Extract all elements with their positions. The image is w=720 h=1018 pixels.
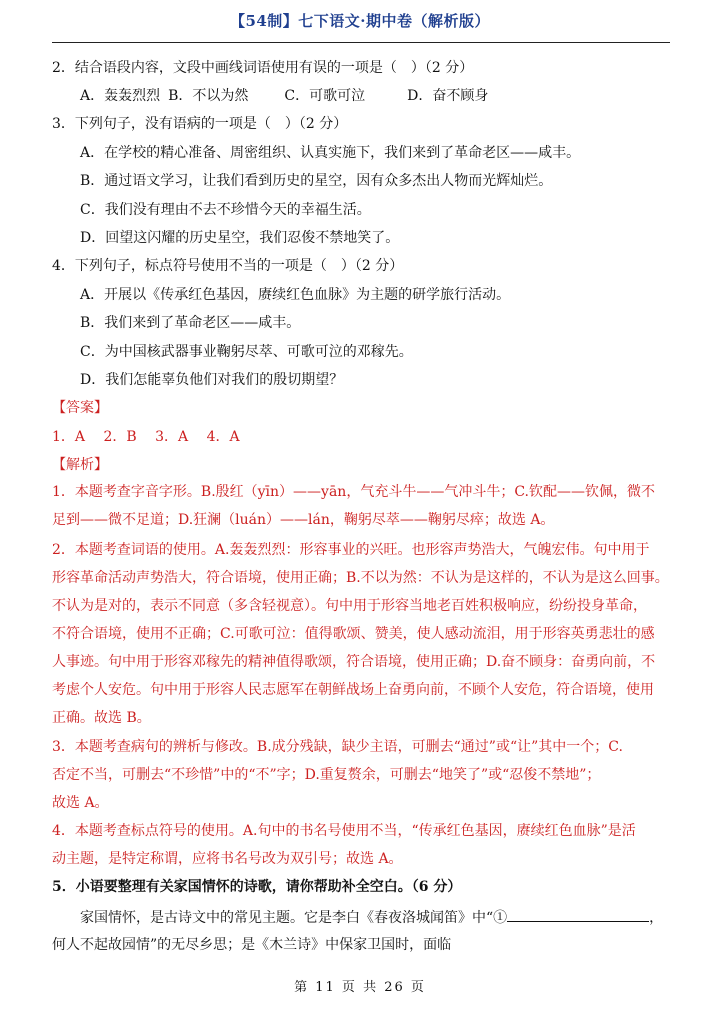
question-2-option-b: B．不以为然 — [168, 88, 249, 104]
question-2-stem: 2．结合语段内容，文段中画线词语使用有误的一项是（ ）（2 分） — [52, 60, 474, 76]
question-5-paragraph-line-2: 何人不起故园情”的无尽乡思；是《木兰诗》中保家卫国时，面临 — [52, 937, 452, 953]
analysis-line: 形容革命活动声势浩大，符合语境，使用正确；B.不以为然：不认为是这样的，不认为是这么回事。 — [52, 570, 669, 586]
analysis-line: 3．本题考查病句的辨析与修改。B.成分残缺，缺少主语，可删去“通过”或“让”其中一个；C. — [52, 739, 623, 755]
analysis-line: 故选 A。 — [52, 795, 109, 811]
analysis-line: 4．本题考查标点符号的使用。A.句中的书名号使用不当，“传承红色基因，赓续红色血脉”是活 — [52, 823, 636, 839]
question-2-option-d: D．奋不顾身 — [407, 88, 489, 104]
question-5-text-before-blank: 家国情怀，是古诗文中的常见主题。它是李白《春夜洛城闻笛》中“① — [80, 910, 508, 926]
analysis-line: 2．本题考查词语的使用。A.轰轰烈烈：形容事业的兴旺。也形容声势浩大，气魄宏伟。句中用于 — [52, 542, 650, 558]
question-4-stem: 4．下列句子，标点符号使用不当的一项是（ ）（2 分） — [52, 258, 404, 274]
question-2-option-a: A．轰轰烈烈 — [80, 88, 161, 104]
analysis-line: 否定不当，可删去“不珍惜”中的“不”字；D.重复赘余，可删去“地笑了”或“忍俊不禁地”； — [52, 767, 601, 783]
question-4-option-a: A．开展以《传承红色基因，赓续红色血脉》为主题的研学旅行活动。 — [80, 287, 511, 303]
analysis-line: 考虑个人安危。句中用于形容人民志愿军在朝鲜战场上奋勇向前，不顾个人安危，符合语境，使用 — [52, 682, 654, 698]
question-4-option-c: C．为中国核武器事业鞠躬尽萃、可歌可泣的邓稼先。 — [80, 344, 413, 360]
question-2-options — [80, 86, 488, 106]
page-number-footer: 第 11 页 共 26 页 — [294, 980, 426, 995]
answer-text: 1．A 2．B 3．A 4．A — [52, 429, 240, 445]
question-4-option-b: B．我们来到了革命老区——咸丰。 — [80, 315, 301, 331]
question-5-text-after-blank: ， — [649, 910, 664, 926]
analysis-line: 动主题，是特定称谓，应将书名号改为双引号；故选 A。 — [52, 851, 403, 867]
analysis-line: 1．本题考查字音字形。B.殷红（yīn）——yān，气充斗牛——气冲斗牛；C.钦配——钦佩，微不 — [52, 484, 655, 500]
question-3-option-b: B．通过语文学习，让我们看到历史的星空，因有众多杰出人物而光辉灿烂。 — [80, 173, 553, 189]
question-5-stem: 5．小语要整理有关家国情怀的诗歌，请你帮助补全空白。（6 分） — [52, 879, 462, 895]
question-3-stem: 3．下列句子，没有语病的一项是（ ）（2 分） — [52, 116, 348, 132]
analysis-line: 足到——微不足道；D.狂澜（luán）——lán，鞠躬尽萃——鞠躬尽瘁；故选 A。 — [52, 512, 555, 528]
analysis-line: 不符合语境，使用不正确；C.可歌可泣：值得歌颂、赞美，使人感动流泪，用于形容英勇悲壮的感 — [52, 626, 655, 642]
question-3-option-a: A．在学校的精心准备、周密组织、认真实施下，我们来到了革命老区——咸丰。 — [80, 145, 581, 161]
analysis-heading: 【解析】 — [52, 457, 108, 473]
analysis-line: 人事迹。句中用于形容邓稼先的精神值得歌颂，符合语境，使用正确；D.奋不顾身：奋勇向前，不 — [52, 654, 656, 670]
header-divider — [52, 42, 670, 43]
analysis-line: 不认为是对的，表示不同意（多含轻视意）。句中用于形容当地老百姓积极响应，纷纷投身革命， — [52, 598, 647, 614]
question-3-option-c: C．我们没有理由不去不珍惜今天的幸福生活。 — [80, 202, 371, 218]
question-4-option-d: D．我们怎能辜负他们对我们的殷切期望？ — [80, 372, 344, 388]
answer-heading: 【答案】 — [52, 400, 108, 416]
question-2-option-c: C．可歌可泣 — [284, 88, 366, 104]
page-header-title: 【54制】七下语文·期中卷（解析版） — [229, 12, 491, 30]
question-3-option-d: D．回望这闪耀的历史星空，我们忍俊不禁地笑了。 — [80, 230, 400, 246]
fill-in-blank-1[interactable] — [507, 907, 649, 922]
analysis-line: 正确。故选 B。 — [52, 710, 151, 726]
question-5-paragraph-line-1 — [80, 907, 663, 928]
